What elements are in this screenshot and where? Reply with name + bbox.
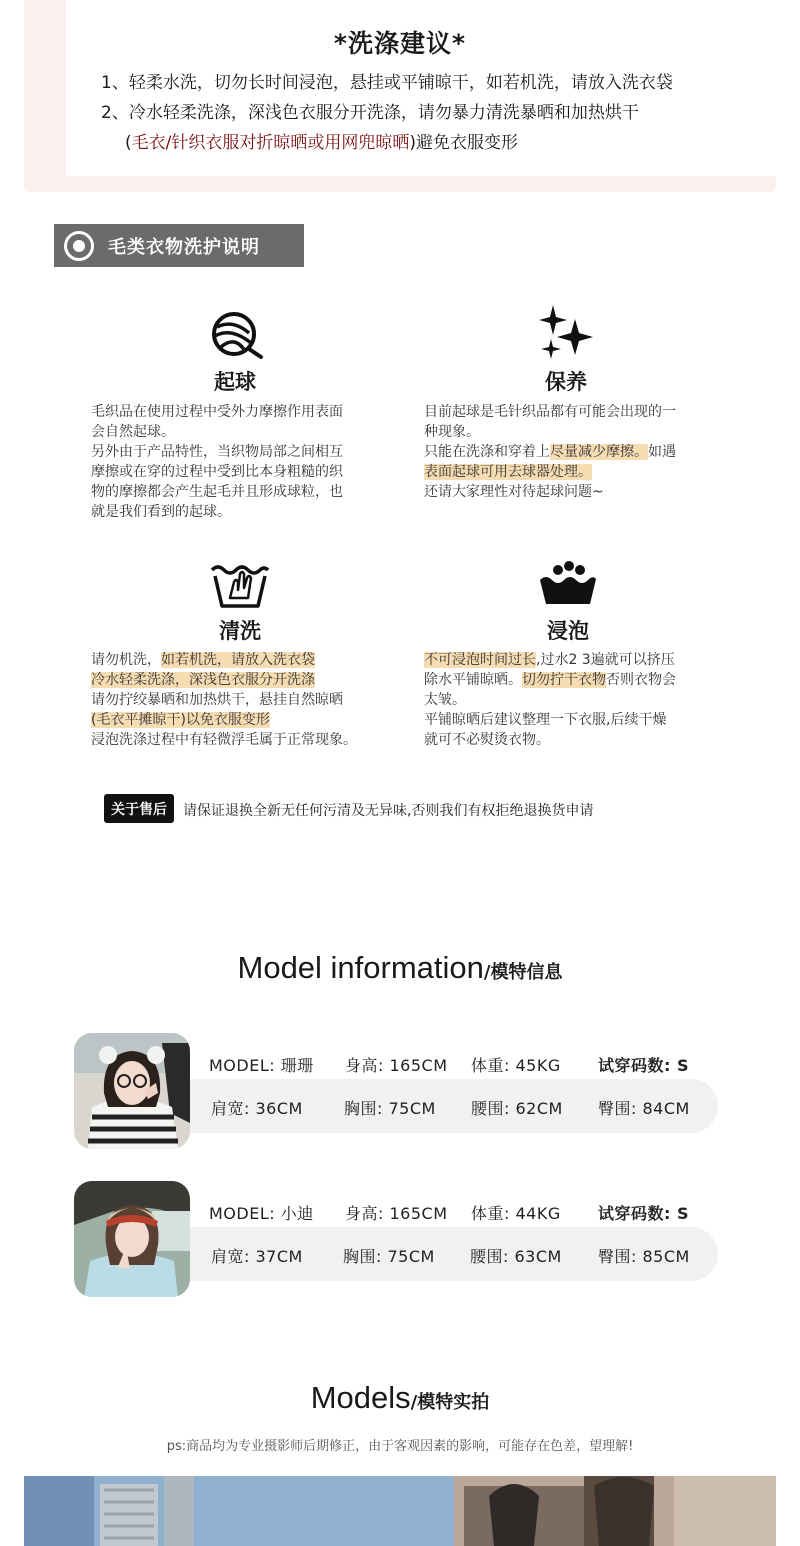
washing-advice-line-2: 2、冷水轻柔洗涤，深浅色衣服分开洗涤，请勿暴力清洗暴晒和加热烘干 [101, 103, 639, 123]
washing-line: 浸泡洗涤过程中有轻微浮毛属于正常现象。 [91, 732, 357, 748]
maintenance-line [424, 442, 676, 462]
maintenance-line: 还请大家理性对待起球问题~ [424, 484, 604, 500]
paren-open: ( [125, 133, 132, 153]
pilling-line: 毛织品在使用过程中受外力摩擦作用表面 [91, 404, 343, 420]
model-info-title-cn: /模特信息 [483, 962, 563, 983]
washing-title: 清洗 [219, 619, 261, 643]
soaking-description [424, 650, 676, 750]
pilling-line: 会自然起球。 [91, 424, 175, 440]
model-photo [74, 1033, 190, 1149]
soaking-text: ,过水2 3遍就可以挤压 [536, 652, 675, 668]
after-sales-tag: 关于售后 [104, 794, 174, 823]
color-difference-note: ps:商品均为专业摄影师后期修正，由于客观因素的影响，可能存在色差，望理解! [166, 1439, 634, 1454]
pilling-line: 就是我们看到的起球。 [91, 504, 231, 520]
soaking-title: 浸泡 [547, 619, 589, 643]
washing-line [91, 710, 357, 730]
soak-basin-icon [538, 558, 598, 618]
model-shoulder: 肩宽: 36CM [211, 1099, 303, 1118]
pilling-title: 起球 [214, 370, 256, 394]
model-height: 身高: 165CM [345, 1204, 448, 1223]
model-waist: 腰围: 63CM [470, 1247, 562, 1266]
washing-description [91, 650, 357, 750]
highlight-flat-dry: (毛衣平摊晾干)以免衣服变形 [91, 712, 270, 728]
highlight-reduce-friction: 尽量减少摩擦。 [550, 444, 648, 460]
maintenance-line: 目前起球是毛针织品都有可能会出现的一 [424, 404, 676, 420]
soaking-line: 就可不必熨烫衣物。 [424, 732, 550, 748]
pilling-line: 物的摩擦都会产生起毛并且形成球粒，也 [91, 484, 343, 500]
highlight-no-long-soak: 不可浸泡时间过长 [424, 652, 536, 668]
model-card [74, 1033, 718, 1149]
highlight-cold-water: 冷水轻柔洗涤，深浅色衣服分开洗涤 [91, 672, 315, 688]
washing-advice-title: *洗涤建议* [333, 29, 467, 58]
maintenance-title: 保养 [545, 370, 587, 394]
model-weight: 体重: 44KG [471, 1204, 561, 1223]
washing-line [91, 650, 357, 670]
pilling-description [91, 402, 343, 522]
soaking-line [424, 650, 676, 670]
model-name: MODEL: 珊珊 [209, 1056, 314, 1075]
model-info-title-en: Model information [237, 950, 484, 985]
soaking-text: 否则衣物会 [606, 672, 676, 688]
washing-advice-line-1: 1、轻柔水洗，切勿长时间浸泡，悬挂或平铺晾干，如若机洗，请放入洗衣袋 [101, 73, 673, 93]
after-sales-policy: 请保证退换全新无任何污清及无异味,否则我们有权拒绝退换货申请 [183, 803, 594, 819]
knitwear-drying-tip: 毛衣/针织衣服对折晾晒或用网兜晾晒 [131, 133, 410, 153]
maintenance-line: 种现象。 [424, 424, 480, 440]
pilling-line: 另外由于产品特性，当织物局部之间相互 [91, 444, 343, 460]
highlight-pill-remover: 表面起球可用去球器处理。 [424, 464, 592, 480]
hand-wash-icon [210, 556, 270, 616]
sparkle-icon [537, 303, 597, 363]
model-info-heading [0, 950, 800, 986]
model-hip: 臀围: 85CM [598, 1247, 690, 1266]
model-weight: 体重: 45KG [471, 1056, 561, 1075]
maintenance-text: 只能在洗涤和穿着上 [424, 444, 550, 460]
soaking-line [424, 670, 676, 690]
washing-line [91, 670, 357, 690]
highlight-laundry-bag: 如若机洗，请放入洗衣袋 [161, 652, 315, 668]
model-photo-street-scene [24, 1476, 776, 1546]
model-shoulder: 肩宽: 37CM [211, 1247, 303, 1266]
maintenance-text: 如遇 [648, 444, 676, 460]
soaking-line: 太皱。 [424, 692, 466, 708]
brand-logo-icon [64, 231, 94, 261]
washing-line: 请勿拧绞暴晒和加热烘干，悬挂自然晾晒 [91, 692, 343, 708]
washing-text: 请勿机洗， [91, 652, 161, 668]
model-chest: 胸围: 75CM [344, 1099, 436, 1118]
highlight-no-wringing: 切勿拧干衣物 [522, 672, 606, 688]
yarn-ball-icon [205, 305, 265, 365]
model-height: 身高: 165CM [345, 1056, 448, 1075]
model-waist: 腰围: 62CM [471, 1099, 563, 1118]
model-size: 试穿码数: S [598, 1056, 689, 1075]
pilling-line: 摩擦或在穿的过程中受到比本身粗糙的织 [91, 464, 343, 480]
models-title-en: Models [310, 1380, 411, 1415]
soaking-line: 平铺晾晒后建议整理一下衣服,后续干燥 [424, 712, 667, 728]
model-chest: 胸围: 75CM [343, 1247, 435, 1266]
model-size: 试穿码数: S [598, 1204, 689, 1223]
model-photo [74, 1181, 190, 1297]
model-name: MODEL: 小迪 [209, 1204, 314, 1223]
washing-advice-line-3 [125, 132, 518, 154]
model-card [74, 1181, 718, 1297]
model-hip: 臀围: 84CM [598, 1099, 690, 1118]
soaking-text: 除水平铺晾晒。 [424, 672, 522, 688]
care-section-header [54, 224, 304, 267]
care-section-title: 毛类衣物洗护说明 [108, 236, 260, 258]
maintenance-line [424, 462, 676, 482]
models-title-cn: /模特实拍 [410, 1392, 490, 1413]
models-heading [0, 1380, 800, 1416]
deformation-note: )避免衣服变形 [409, 133, 519, 153]
maintenance-description [424, 402, 676, 502]
